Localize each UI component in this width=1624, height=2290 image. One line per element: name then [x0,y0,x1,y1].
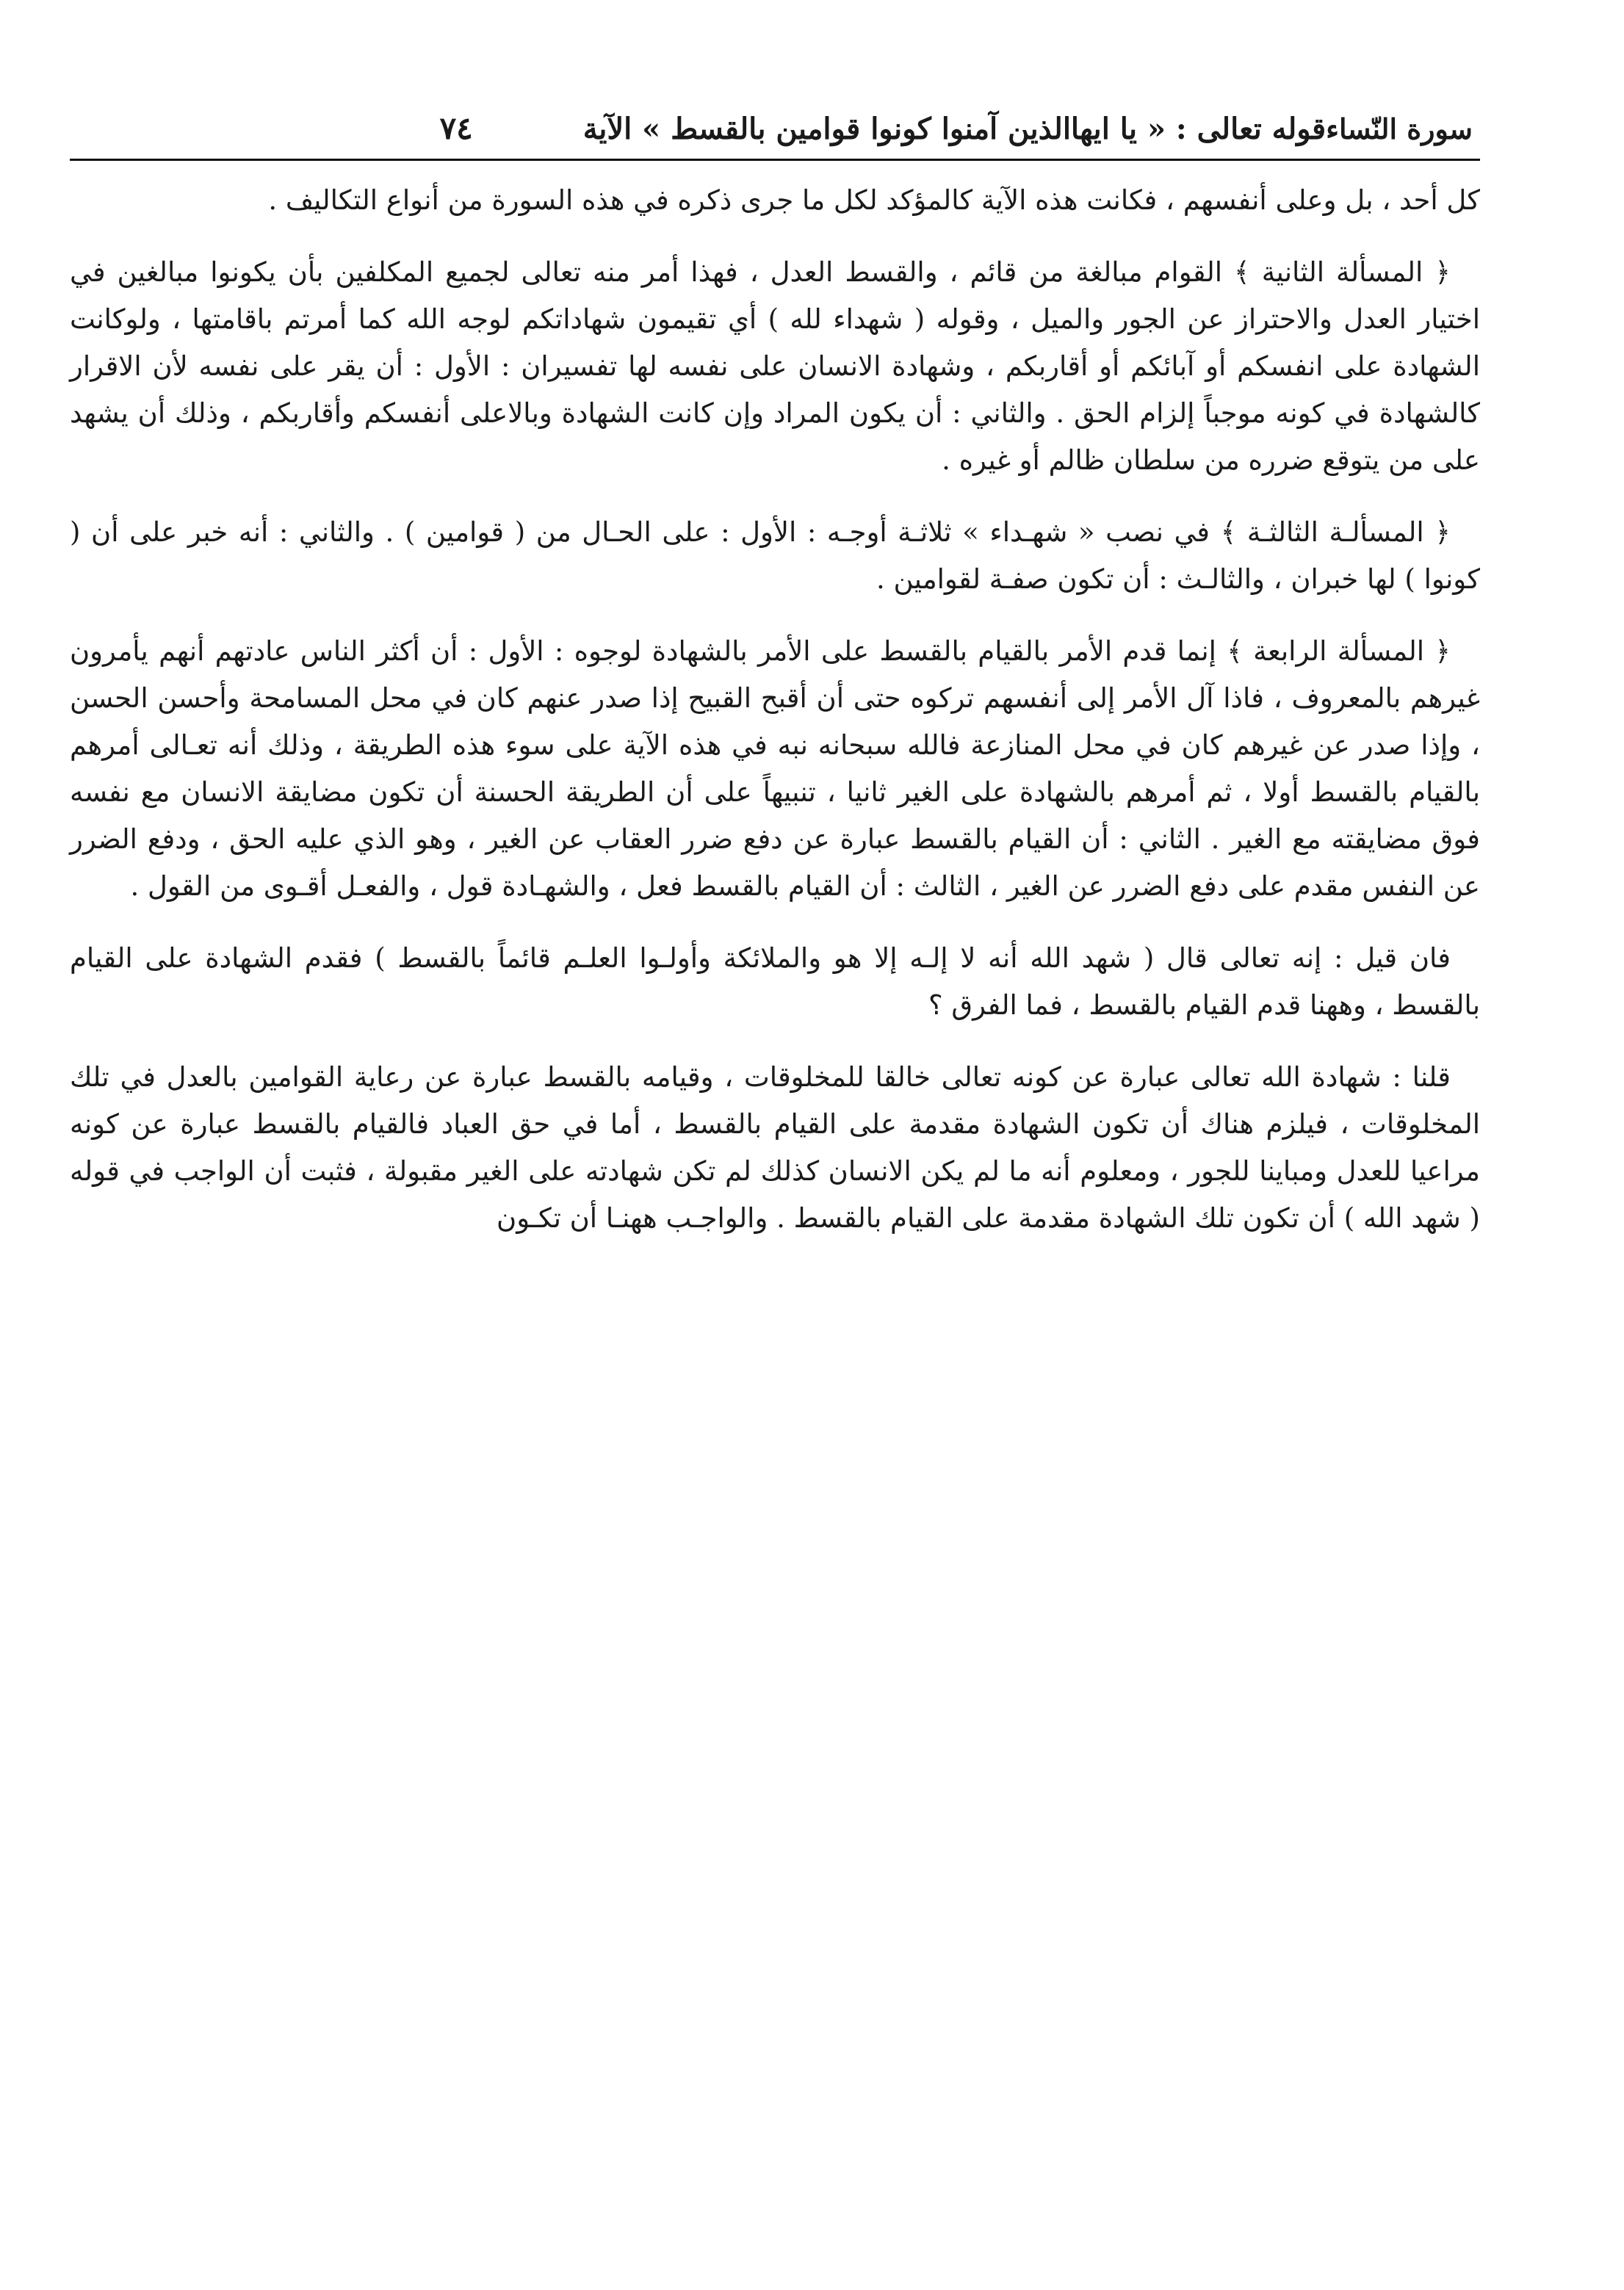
paragraph-reply: قلنا : شهادة الله تعالى عبارة عن كونه تعالى خالقا للمخلوقات ، وقيامه بالقسط عبارة عن رعاية القوامين بالعدل في تلك المخلوقات ، فيلزم هناك أن تكون الشهادة مقدمة على القيام بالقسط ، أما في حق العباد فالقيام بالقسط عبارة عن كونه مراعيا للعدل ومباينا للجور ، ومعلوم أنه ما لم يكن الانسان كذلك لم تكن شهادته على الغير مقبولة ، فثبت أن الواجب في قوله ( شهد الله ) أن تكون تلك الشهادة مقدمة على القيام بالقسط . والواجـب ههنـا أن تكـون [70,1061,1480,1234]
paragraph-third-issue: ﴿ المسألـة الثالثـة ﴾ في نصب « شهـداء » ثلاثـة أوجـه : الأول : على الحـال من ( قوامين ) . والثاني : أنه خبر على أن ( كونوا ) لها خبران ، والثالـث : أن تكون صفـة لقوامين . [70,516,1480,595]
running-title: قوله تعالى : « يا ايهاالذين آمنوا كونوا قوامين بالقسط » الآية [582,112,1327,146]
paragraph-second-issue: ﴿ المسألة الثانية ﴾ القوام مبالغة من قائم ، والقسط العدل ، فهذا أمر منه تعالى لجميع المكلفين بأن يكونوا مبالغين في اختيار العدل والاحتراز عن الجور والميل ، وقوله ( شهداء لله ) أي تقيمون شهاداتكم لوجه الله كما أمرتم باقامتها ، ولوكانت الشهادة على انفسكم أو آبائكم أو أقاربكم ، وشهادة الانسان على نفسه لها تفسيران : الأول : أن يقر على نفسه لأن الاقرار كالشهادة في كونه موجباً إلزام الحق . والثاني : أن يكون المراد وإن كانت الشهادة وبالاعلى أنفسكم وأقاربكم ، وذلك أن يشهد على من يتوقع ضرره من سلطان ظالم أو غيره . [70,256,1480,476]
paragraph-continuation: كل أحد ، بل وعلى أنفسهم ، فكانت هذه الآية كالمؤكد لكل ما جرى ذكره في هذه السورة من أنواع التكاليف . [268,184,1480,216]
document-page [70,110,1480,1267]
body-text [70,177,1480,1242]
header-rule [70,159,1480,161]
paragraph-fourth-issue: ﴿ المسألة الرابعة ﴾ إنما قدم الأمر بالقيام بالقسط على الأمر بالشهادة لوجوه : الأول : أن أكثر الناس عادتهم أنهم يأمرون غيرهم بالمعروف ، فاذا آل الأمر إلى أنفسهم تركوه حتى أن أقبح القبيح إذا صدر عنهم كان في محل المسامحة وأحسن الحسن ، وإذا صدر عن غيرهم كان في محل المنازعة فالله سبحانه نبه في هذه الآية على سوء هذه الطريقة ، وذلك أنه تعـالى أمرهم بالقيام بالقسط أولا ، ثم أمرهم بالشهادة على الغير ثانيا ، تنبيهاً على أن الطريقة الحسنة أن تكون مضايقة الانسان مع نفسه فوق مضايقته مع الغير . الثاني : أن القيام بالقسط عبارة عن دفع ضرر العقاب عن الغير ، وهو الذي عليه الحق ، ودفع الضرر عن النفس مقدم على دفع الضرر عن الغير ، الثالث : أن القيام بالقسط فعل ، والشهـادة قول ، والفعـل أقـوى من القول . [70,635,1480,902]
paragraph-objection: فان قيل : إنه تعالى قال ( شهد الله أنه لا إلـه إلا هو والملائكة وأولـوا العلـم قائماً بالقسط ) فقدم الشهادة على القيام بالقسط ، وههنا قدم القيام بالقسط ، فما الفرق ؟ [70,942,1480,1021]
page-header [70,110,1480,159]
surah-name: سورة النّساء [1326,112,1473,145]
page-number: ٧٤ [439,110,473,146]
